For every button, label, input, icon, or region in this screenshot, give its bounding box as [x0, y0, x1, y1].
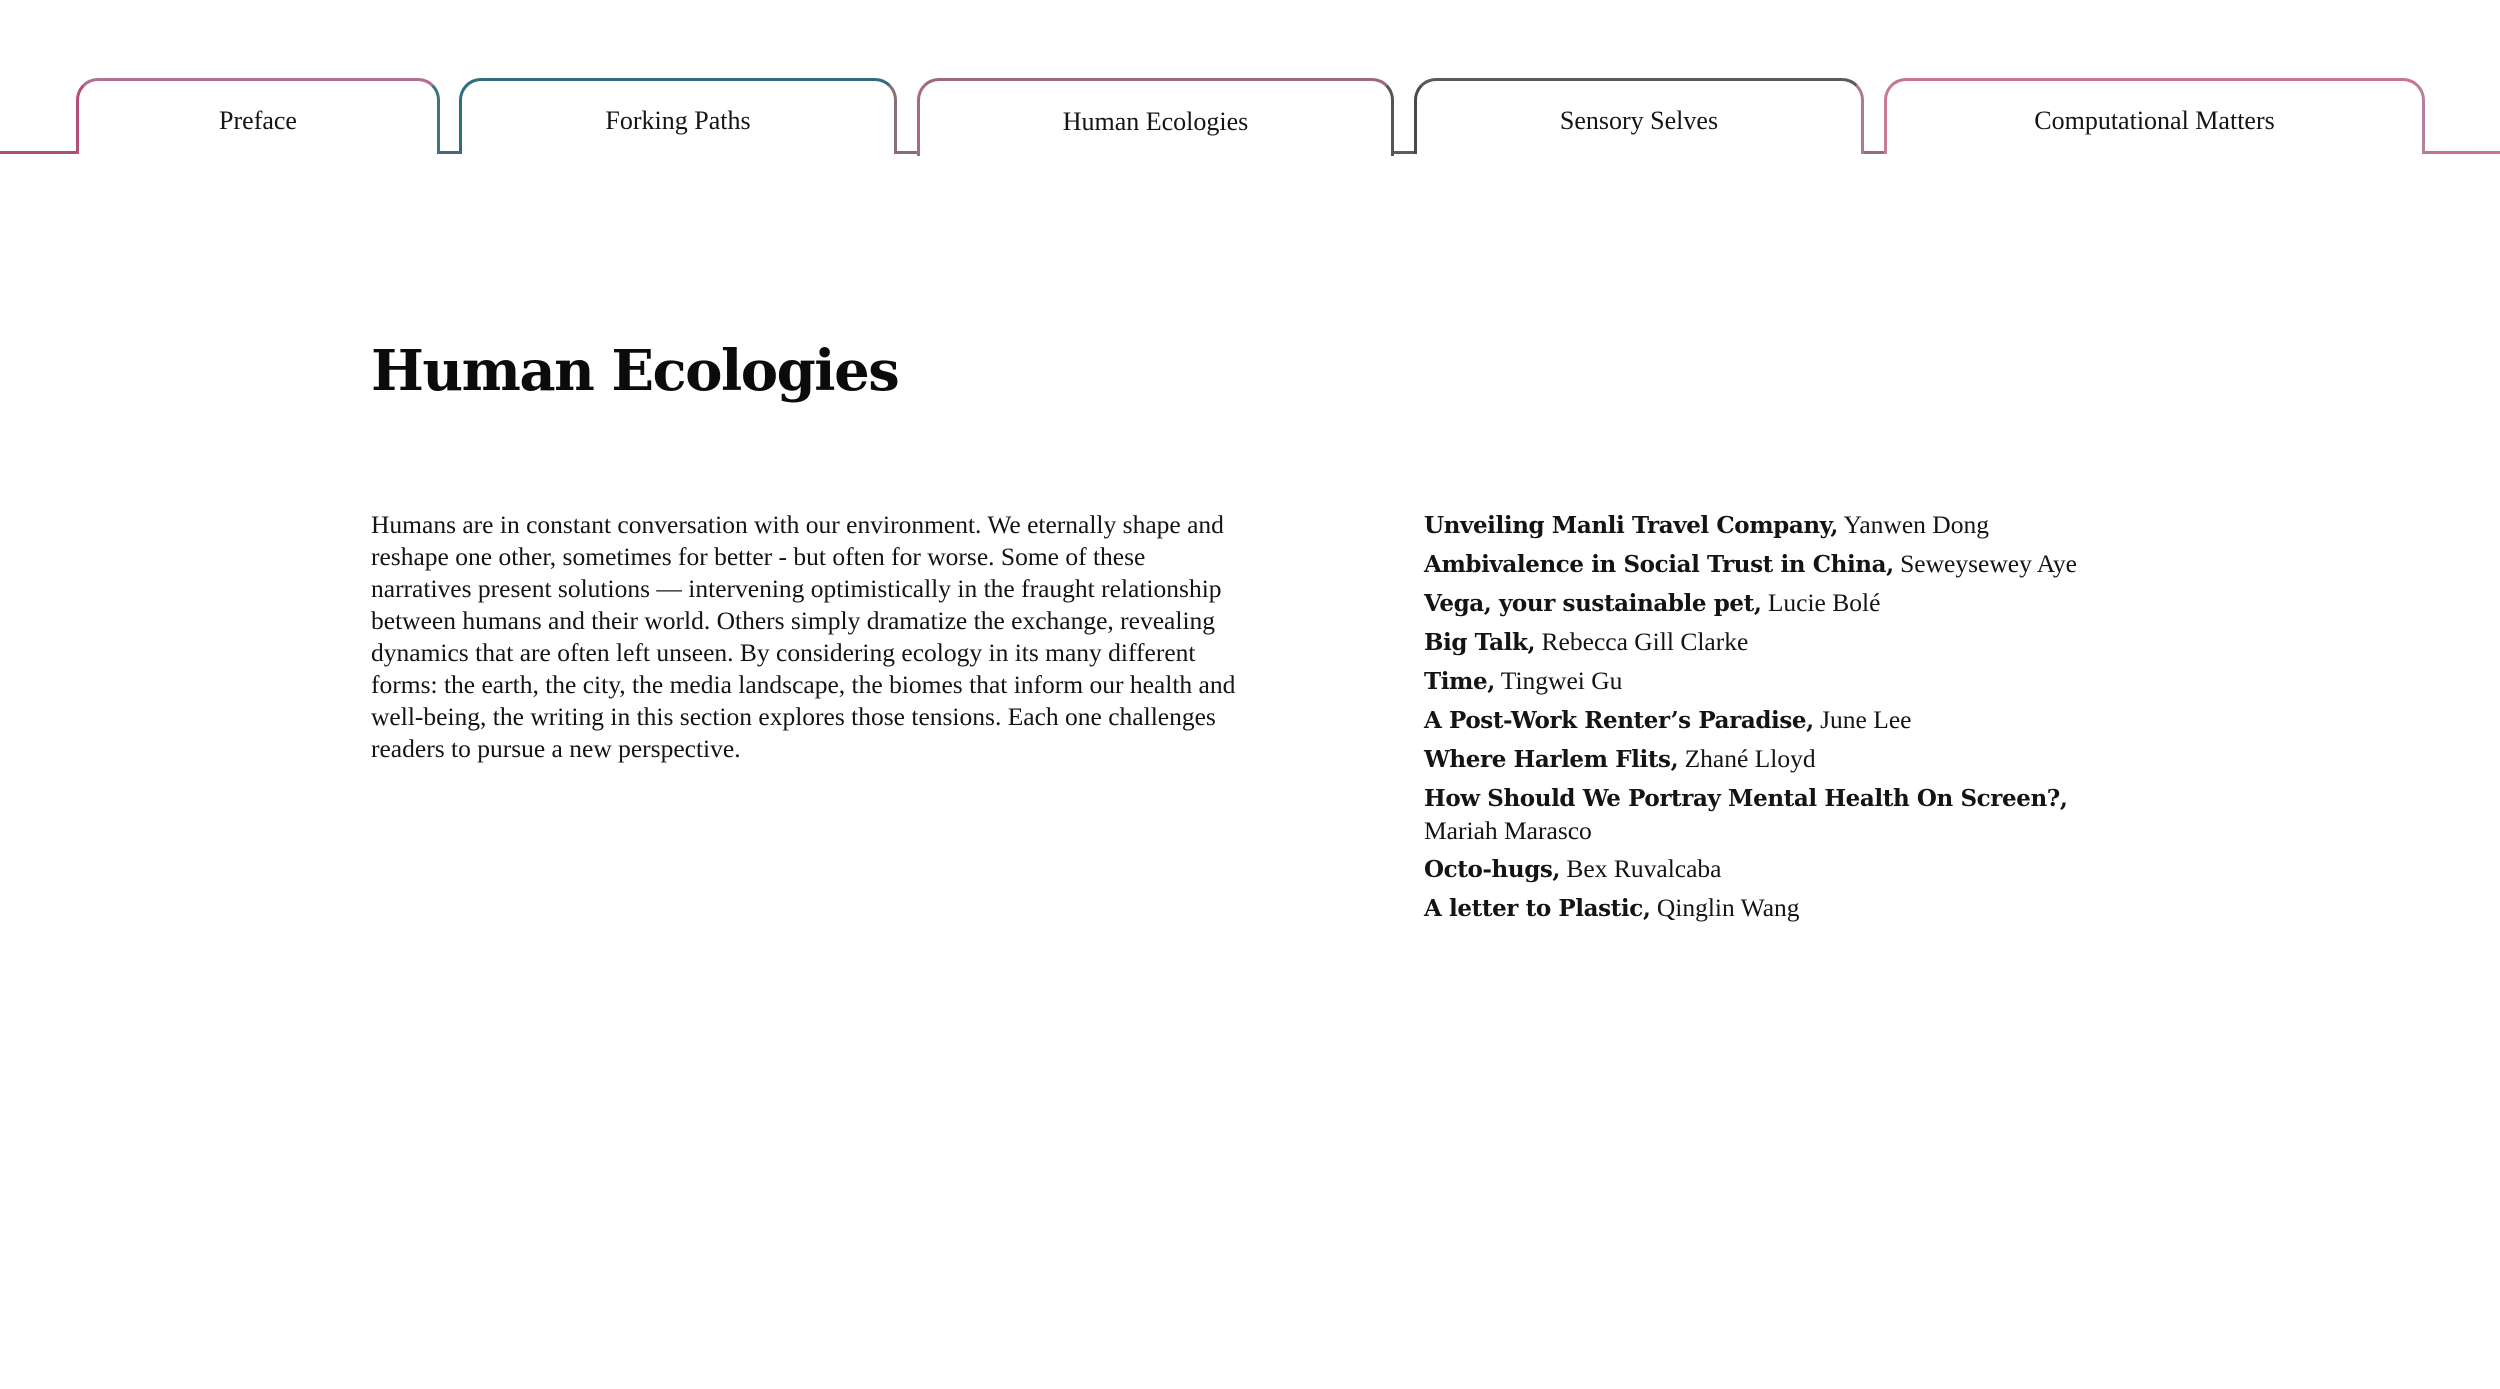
tab-sensory-selves[interactable]	[1414, 78, 1864, 154]
list-item[interactable]	[1424, 509, 2124, 542]
tab-forking-paths[interactable]	[459, 78, 897, 154]
entry-author: Zhané Lloyd	[1684, 744, 1816, 773]
table-of-contents	[1424, 509, 2124, 931]
entry-title: Big Talk,	[1424, 629, 1536, 656]
list-item[interactable]	[1424, 853, 2124, 886]
entry-title: Vega, your sustainable pet,	[1424, 590, 1762, 617]
entry-author: Tingwei Gu	[1500, 666, 1623, 695]
entry-title: Where Harlem Flits,	[1424, 746, 1679, 773]
tab-label: Computational Matters	[2034, 105, 2275, 135]
list-item[interactable]	[1424, 782, 2124, 847]
list-item[interactable]	[1424, 665, 2124, 698]
list-item[interactable]	[1424, 587, 2124, 620]
entry-author: Lucie Bolé	[1767, 588, 1881, 617]
list-item[interactable]	[1424, 743, 2124, 776]
tab-preface[interactable]	[76, 78, 440, 154]
tab-label: Sensory Selves	[1559, 105, 1719, 135]
tab-label: Forking Paths	[605, 105, 751, 135]
list-item[interactable]	[1424, 626, 2124, 659]
entry-title: A letter to Plastic,	[1424, 895, 1651, 922]
entry-author: Bex Ruvalcaba	[1566, 854, 1722, 883]
entry-author: June Lee	[1820, 705, 1912, 734]
list-item[interactable]	[1424, 704, 2124, 737]
entry-title: Octo-hugs,	[1424, 856, 1561, 883]
list-item[interactable]	[1424, 548, 2124, 581]
entry-author: Mariah Marasco	[1424, 816, 1592, 845]
tab-label: Preface	[219, 105, 297, 135]
entry-author: Seweysewey Aye	[1900, 549, 2077, 578]
tab-human-ecologies[interactable]	[917, 78, 1394, 156]
entry-title: Unveiling Manli Travel Company,	[1424, 512, 1839, 539]
tab-label: Human Ecologies	[1062, 106, 1249, 136]
page-title: Human Ecologies	[371, 338, 899, 404]
entry-title: Ambivalence in Social Trust in China,	[1424, 551, 1894, 578]
entry-title: How Should We Portray Mental Health On Screen?,	[1424, 785, 2068, 812]
section-intro: Humans are in constant conversation with our environment. We eternally shape and reshape one other, sometimes for better - but often for worse. Some of these narratives present solutions — intervening optimistically in the fraught relationship between humans and their world. Others simply dramatize the exchange, revealing dynamics that are often left unseen. By considering ecology in its many different forms: the earth, the city, the media landscape, the biomes that inform our health and well-being, the writing in this section explores those tensions. Each one challenges readers to pursue a new perspective.	[371, 510, 1236, 763]
entry-author: Yanwen Dong	[1843, 510, 1989, 539]
tab-computational-matters[interactable]	[1884, 78, 2425, 154]
list-item[interactable]	[1424, 892, 2124, 925]
entry-author: Rebecca Gill Clarke	[1541, 627, 1749, 656]
entry-title: A Post-Work Renter’s Paradise,	[1424, 707, 1814, 734]
entry-title: Time,	[1424, 668, 1495, 695]
entry-author: Qinglin Wang	[1656, 893, 1800, 922]
